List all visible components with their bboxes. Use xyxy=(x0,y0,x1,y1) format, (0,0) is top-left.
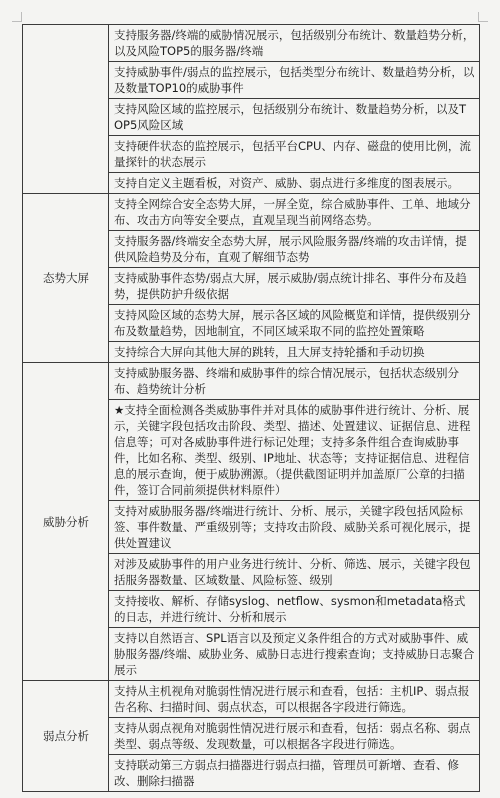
table-row xyxy=(23,25,480,62)
table-row xyxy=(23,681,480,718)
item-cell: 支持对威胁服务器/终端进行统计、分析、展示，关键字段包括风险标签、事件数量、严重级别等；支持攻击阶段、威胁关系可视化展示，提供处置建议 xyxy=(109,501,480,554)
item-cell: 支持自定义主题看板，对资产、威胁、弱点进行多维度的图表展示。 xyxy=(109,173,480,194)
item-cell: 对涉及威胁事件的用户业务进行统计、分析、筛选、展示，关键字段包括服务器数量、区域数量、风险标签、级别 xyxy=(109,554,480,591)
category-cell xyxy=(23,25,109,194)
category-cell xyxy=(23,681,109,792)
item-cell: 支持全网综合安全态势大屏，一屏全览，综合威胁事件、工单、地域分布、攻击方向等安全要点，直观呈现当前网络态势。 xyxy=(109,194,480,231)
category-cell xyxy=(23,363,109,681)
item-cell: 支持综合大屏向其他大屏的跳转，且大屏支持轮播和手动切换 xyxy=(109,342,480,363)
category-label: 态势大屏 xyxy=(43,271,89,285)
item-cell: 支持风险区域的监控展示，包括级别分布统计、数量趋势分析，以及TOP5风险区域 xyxy=(109,99,480,136)
table-row xyxy=(23,363,480,400)
item-cell: 支持服务器/终端安全态势大屏，展示风险服务器/终端的攻击详情，提供风险趋势及分布，直观了解细节态势 xyxy=(109,231,480,268)
item-cell: ★支持全面检测各类威胁事件并对具体的威胁事件进行统计、分析、展示，关键字段包括攻击阶段、类型、描述、处置建议、证据信息、进程信息等；可对各威胁事件进行标记处理；支持多条件组合查询威胁事件，比如名称、类型、级别、IP地址、状态等；支持证据信息、进程信息的展示查询，便于威胁溯源。（提供截图证明并加盖原厂公章的扫描件，签订合同前须提供材料原件） xyxy=(109,400,480,501)
requirements-table xyxy=(22,24,480,792)
item-cell: 支持从主机视角对脆弱性情况进行展示和查看，包括：主机IP、弱点报告名称、扫描时间、弱点状态，可以根据各字段进行筛选。 xyxy=(109,681,480,718)
category-label: 威胁分析 xyxy=(43,514,89,529)
item-cell: 支持从弱点视角对脆弱性情况进行展示和查看，包括：弱点名称、弱点类型、弱点等级、发现数量，可以根据各字段进行筛选。 xyxy=(109,718,480,755)
item-cell: 支持服务器/终端的威胁情况展示，包括级别分布统计、数量趋势分析，以及风险TOP5的服务器/终端 xyxy=(109,25,480,62)
category-label: 弱点分析 xyxy=(43,729,89,743)
item-cell: 支持风险区域的态势大屏，展示各区域的风险概览和详情，提供级别分布及数量趋势，因地制宜，不同区域采取不同的监控处置策略 xyxy=(109,305,480,342)
table-row xyxy=(23,194,480,231)
page-corner-mark xyxy=(12,12,22,22)
item-cell: 支持威胁事件态势/弱点大屏，展示威胁/弱点统计排名、事件分布及趋势，提供防护升级依据 xyxy=(109,268,480,305)
category-cell xyxy=(23,194,109,363)
item-cell: 支持联动第三方弱点扫描器进行弱点扫描，管理员可新增、查看、修改、删除扫描器 xyxy=(109,755,480,792)
item-cell: 支持威胁服务器、终端和威胁事件的综合情况展示，包括状态级别分布、趋势统计分析 xyxy=(109,363,480,400)
item-cell: 支持以自然语言、SPL语言以及预定义条件组合的方式对威胁事件、威胁服务器/终端、威胁业务、威胁日志进行搜索查询；支持威胁日志聚合展示 xyxy=(109,628,480,681)
item-cell: 支持接收、解析、存储syslog、netflow、sysmon和metadata格式的日志，并进行统计、分析和展示 xyxy=(109,591,480,628)
item-cell: 支持威胁事件/弱点的监控展示，包括类型分布统计、数量趋势分析，以及数量TOP10的威胁事件 xyxy=(109,62,480,99)
item-cell: 支持硬件状态的监控展示，包括平台CPU、内存、磁盘的使用比例，流量探针的状态展示 xyxy=(109,136,480,173)
page-corner-mark xyxy=(478,12,488,22)
